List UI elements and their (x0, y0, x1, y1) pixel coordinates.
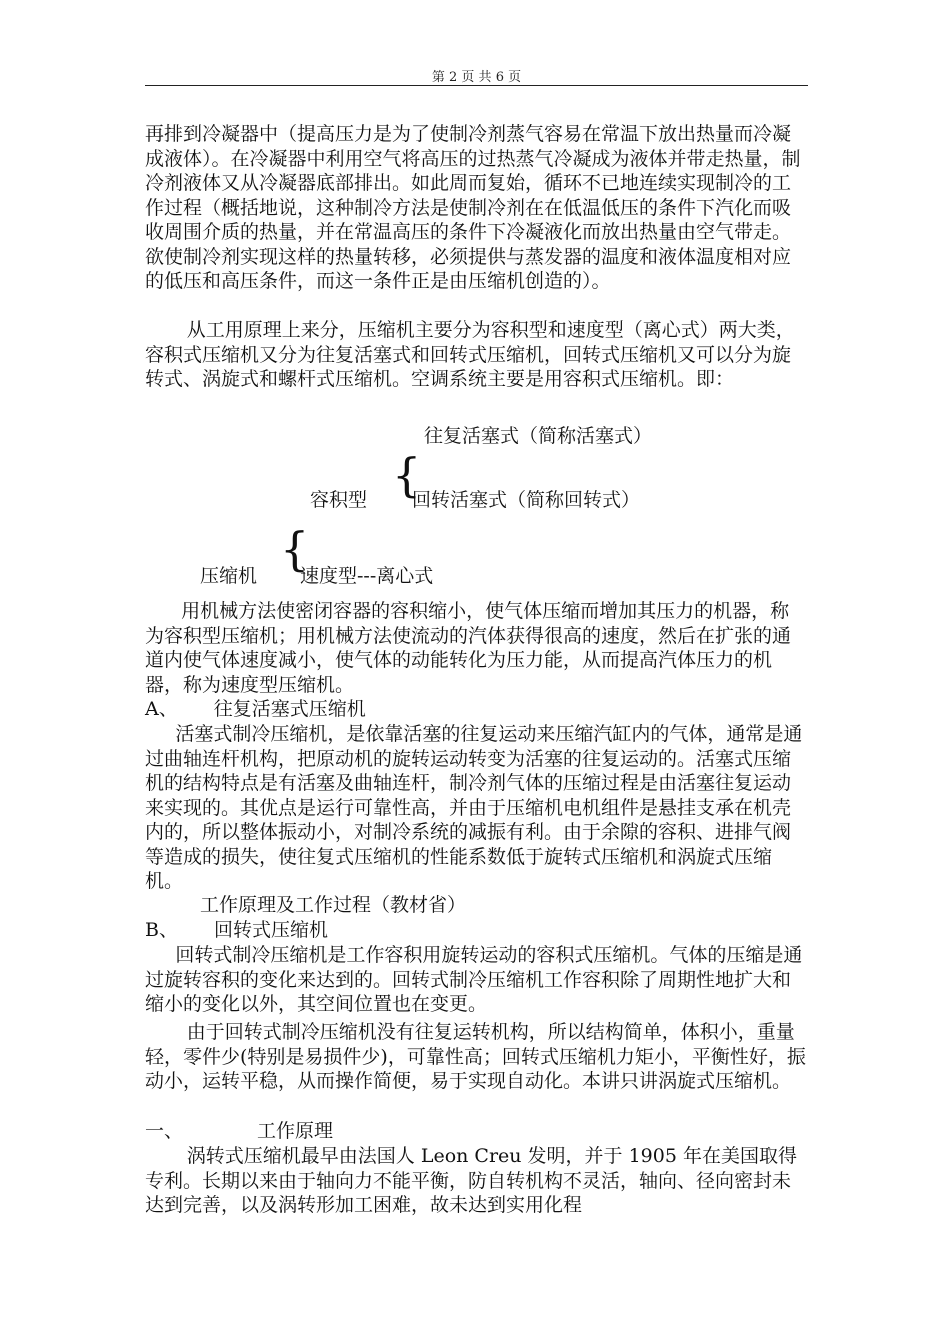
heading-one (145, 1119, 808, 1144)
paragraph-4: 活塞式制冷压缩机，是依靠活塞的往复运动来压缩汽缸内的气体，通常是通过曲轴连杆机构，把原动机的旋转运动转变为活塞的往复运动的。活塞式压缩机的结构特点是有活塞及曲轴连杆，制冷剂气体的压缩过程是由活塞往复运动来实现的。其优点是运行可靠性高，并由于压缩机电机组件是悬挂支承在机壳内的，所以整体振动小，对制冷系统的减振有利。由于余隙的容积、进排气阀等造成的损失，使往复式压缩机的性能系数低于旋转式压缩机和涡旋式压缩机。 (145, 723, 803, 892)
paragraph-8: 涡转式压缩机最早由法国人 Leon Creu 发明，并于 1905 年在美国取得专利。长期以来由于轴向力不能平衡，防自转机构不灵活，轴向、径向密封未达到完善，以及涡转形加工困难，故未达到实用化程 (145, 1145, 797, 1216)
tree-rotary: 回转活塞式（简称回转式） (412, 489, 641, 511)
paragraph-2: 从工用原理上来分，压缩机主要分为容积型和速度型（离心式）两大类，容积式压缩机又分为往复活塞式和回转式压缩机，回转式压缩机又可以分为旋转式、涡旋式和螺杆式压缩机。空调系统主要是用容积式压缩机。即： (145, 319, 795, 390)
paragraph-3: 用机械方法使密闭容器的容积缩小，使气体压缩而增加其压力的机器，称为容积型压缩机；用机械方法使流动的汽体获得很高的速度，然后在扩张的通道内使气体速度减小，使气体的动能转化为压力能，从而提高汽体压力的机器，称为速度型压缩机。 (145, 600, 792, 696)
tree-compressor: 压缩机 (200, 565, 258, 587)
heading-one-marker: 一、 (145, 1120, 184, 1142)
heading-b-title: 回转式压缩机 (213, 919, 328, 941)
heading-b (145, 918, 808, 943)
heading-a-marker: A、 (145, 698, 178, 720)
tree-volumetric: 容积型 (310, 489, 368, 511)
paragraph-6: 回转式制冷压缩机是工作容积用旋转运动的容积式压缩机。气体的压缩是通过旋转容积的变化来达到的。回转式制冷压缩机工作容积除了周期性地扩大和缩小的变化以外，其空间位置也在变更。 (145, 944, 803, 1015)
header-rule (145, 85, 808, 86)
tree-velocity: 速度型---离心式 (300, 565, 434, 587)
tree-reciprocating: 往复活塞式（简称活塞式） (424, 425, 653, 447)
brace-compressor: { (280, 522, 310, 576)
heading-b-marker: B、 (145, 919, 178, 941)
heading-a (145, 697, 808, 722)
page-number-header: 第 2 页 共 6 页 (431, 70, 522, 85)
paragraph-7: 由于回转式制冷压缩机没有往复运转机构，所以结构简单，体积小，重量轻，零件少(特别是易损件少)，可靠性高；回转式压缩机力矩小，平衡性好，振动小，运转平稳，从而操作简便，易于实现自动化。本讲只讲涡旋式压缩机。 (145, 1021, 806, 1092)
heading-a-title: 往复活塞式压缩机 (213, 698, 366, 720)
heading-one-title: 工作原理 (257, 1120, 334, 1142)
paragraph-1: 再排到冷凝器中（提高压力是为了使制冷剂蒸气容易在常温下放出热量而冷凝成液体）。在冷凝器中利用空气将高压的过热蒸气冷凝成为液体并带走热量，制冷剂液体又从冷凝器底部排出。如此周而复始，循环不已地连续实现制冷的工作过程（概括地说，这种制冷方法是使制冷剂在在低温低压的条件下汽化而吸收周围介质的热量，并在常温高压的条件下冷凝液化而放出热量由空气带走。欲使制冷剂实现这样的热量转移，必须提供与蒸发器的温度和液体温度相对应的低压和高压条件，而这一条件正是由压缩机创造的）。 (145, 123, 801, 292)
paragraph-5: 工作原理及工作过程（教材省） (200, 894, 467, 916)
brace-volumetric: { (392, 448, 422, 502)
